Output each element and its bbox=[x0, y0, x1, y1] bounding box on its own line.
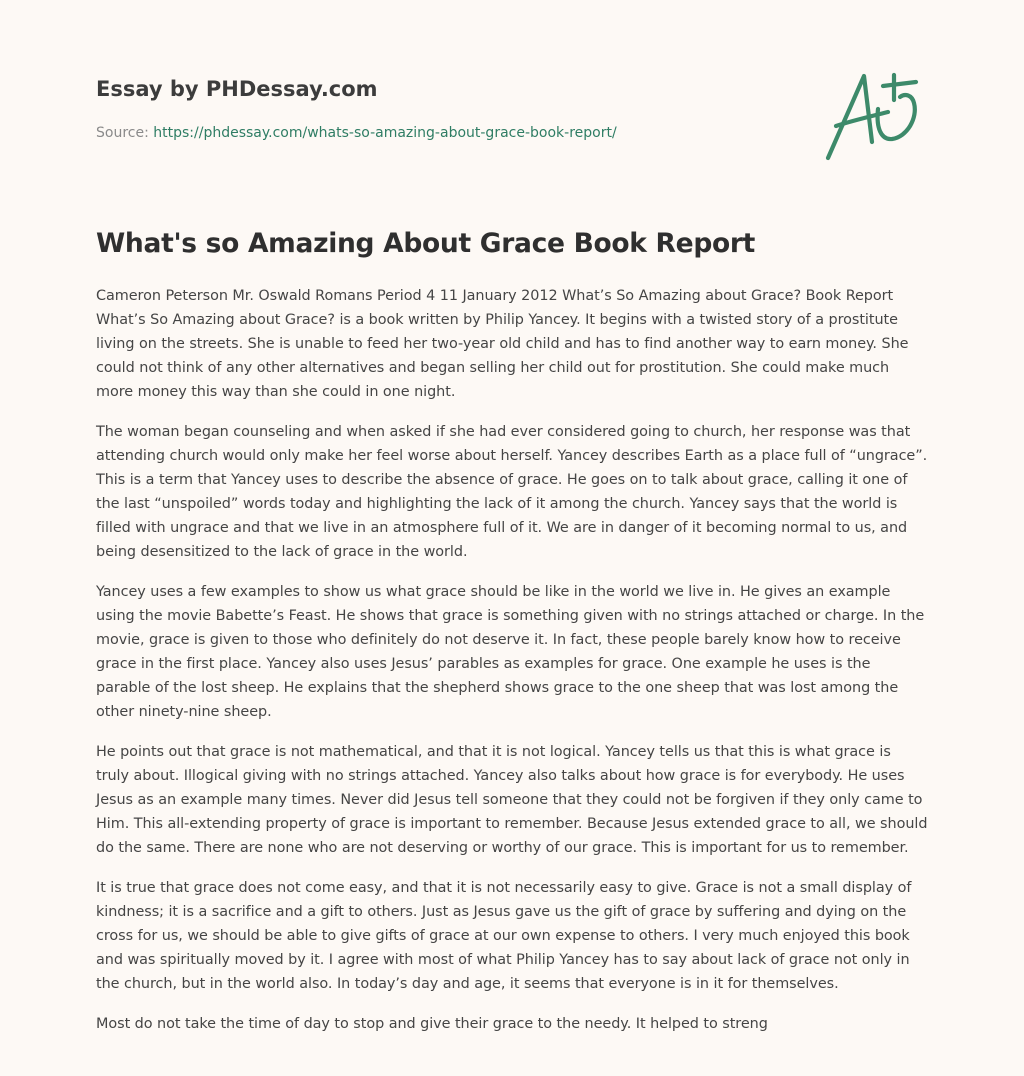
source-label: Source: bbox=[96, 125, 154, 141]
site-brand: Essay by PHDessay.com bbox=[96, 77, 378, 101]
essay-paragraph: It is true that grace does not come easy, and that it is not necessarily easy to give. Grace is not a small display of kindness; it is a sacrifice and a gift to others. Just as Jesus gave us the gift of grace by suffering and dying on the cross for us, we should be able to give gifts of grace at our own expense to others. I very much enjoyed this book and was spiritually moved by it. I agree with most of what Philip Yancey has to say about lack of grace not only in the church, but in the world also. In today’s day and age, it seems that everyone is in it for themselves. bbox=[96, 880, 912, 992]
essay-paragraph: Yancey uses a few examples to show us what grace should be like in the world we live in. He gives an example using the movie Babette’s Feast. He shows that grace is something given with no strings attached or charge. In the movie, grace is given to those who definitely do not deserve it. In fact, these people barely know how to receive grace in the first place. Yancey also uses Jesus’ parables as examples for grace. One example he uses is the parable of the lost sheep. He explains that the shepherd shows grace to the one sheep that was lost among the other ninety-nine sheep. bbox=[96, 584, 925, 720]
a-plus-logo-icon bbox=[820, 68, 928, 164]
essay-title: What's so Amazing About Grace Book Report bbox=[96, 228, 756, 259]
essay-header bbox=[96, 74, 796, 143]
source-link[interactable]: https://phdessay.com/whats-so-amazing-about-grace-book-report/ bbox=[153, 125, 617, 141]
essay-body bbox=[96, 284, 928, 1052]
essay-paragraph: He points out that grace is not mathematical, and that it is not logical. Yancey tells us that this is what grace is truly about. Illogical giving with no strings attached. Yancey also talks about how grace is for everybody. He uses Jesus as an example many times. Never did Jesus tell someone that they could not be forgiven if they only came to Him. This all-extending property of grace is important to remember. Because Jesus extended grace to all, we should do the same. There are none who are not deserving or worthy of our grace. This is important for us to remember. bbox=[96, 744, 928, 856]
source-line bbox=[96, 123, 796, 143]
essay-paragraph: Cameron Peterson Mr. Oswald Romans Period 4 11 January 2012 What’s So Amazing about Grace? Book Report What’s So Amazing about Grace? is a book written by Philip Yancey. It begins with a twisted story of a prostitute living on the streets. She is unable to feed her two-year old child and has to find another way to earn money. She could not think of any other alternatives and began selling her child out for prostitution. She could make much more money this way than she could in one night. bbox=[96, 288, 909, 400]
essay-paragraph: Most do not take the time of day to stop and give their grace to the needy. It helped to streng bbox=[96, 1016, 768, 1032]
essay-paragraph: The woman began counseling and when asked if she had ever considered going to church, her response was that attending church would only make her feel worse about herself. Yancey describes Earth as a place full of “ungrace”. This is a term that Yancey uses to describe the absence of grace. He goes on to talk about grace, calling it one of the last “unspoiled” words today and highlighting the lack of it among the church. Yancey says that the world is filled with ungrace and that we live in an atmosphere full of it. We are in danger of it becoming normal to us, and being desensitized to the lack of grace in the world. bbox=[96, 424, 928, 560]
